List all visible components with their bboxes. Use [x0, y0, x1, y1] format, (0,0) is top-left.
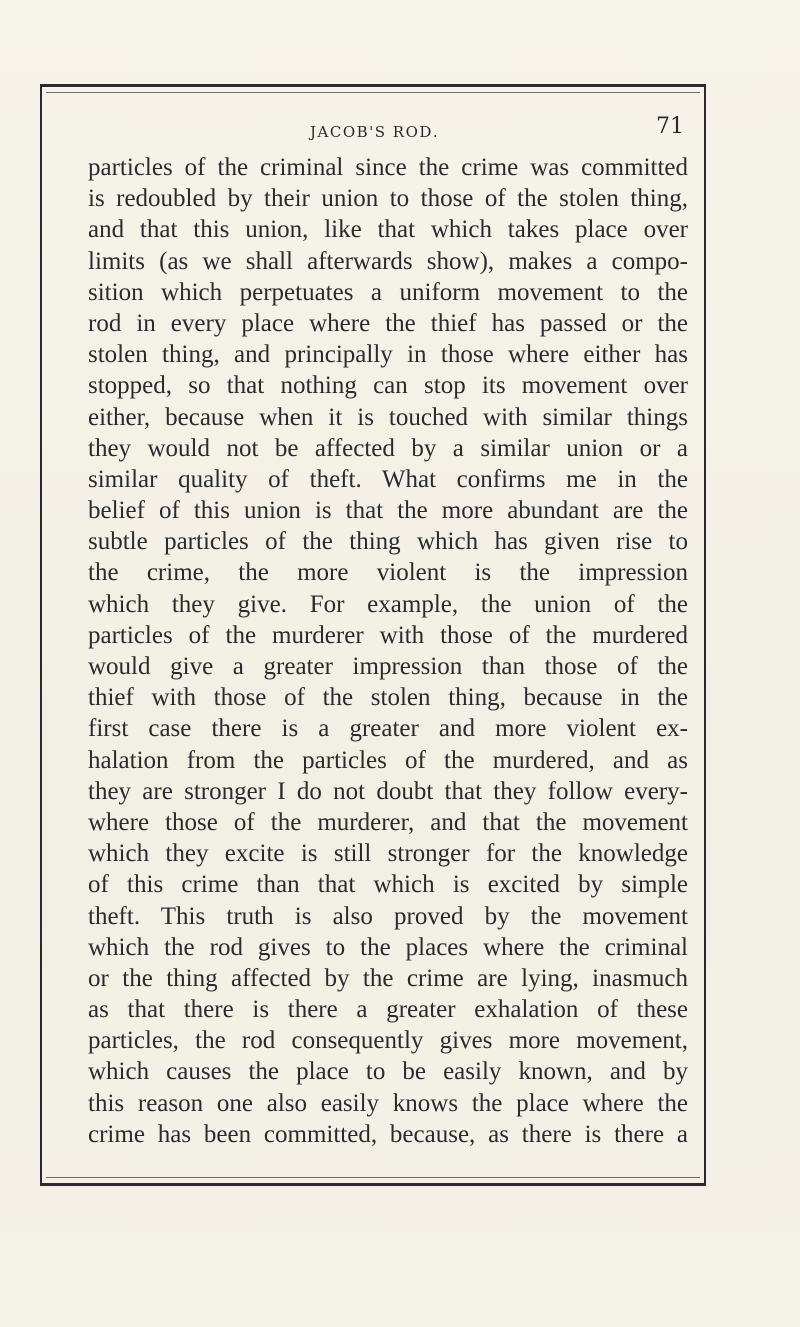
text-line: sition which perpetuates a uniform movement to the	[88, 278, 688, 306]
text-line: which they excite is still stronger for the knowledge	[88, 840, 688, 868]
body-text	[88, 152, 688, 1150]
text-line: particles, the rod consequently gives more movement,	[88, 1027, 688, 1055]
text-line: would give a greater impression than those of the	[88, 653, 688, 680]
text-line: first case there is a greater and more violent ex-	[88, 715, 688, 743]
text-line: where those of the murderer, and that the movement	[88, 808, 688, 836]
text-line: theft. This truth is also proved by the movement	[88, 902, 688, 930]
text-line: the crime, the more violent is the impression	[88, 559, 688, 587]
text-line: stolen thing, and principally in those where either has	[88, 341, 688, 369]
text-line: of this crime than that which is excited by simple	[88, 871, 688, 899]
text-line: rod in every place where the thief has passed or the	[88, 309, 688, 337]
text-line: which causes the place to be easily known, and by	[88, 1058, 688, 1086]
text-line: is redoubled by their union to those of the stolen thing,	[88, 185, 688, 213]
text-line: either, because when it is touched with similar things	[88, 403, 688, 431]
text-line: subtle particles of the thing which has given rise to	[88, 528, 688, 556]
text-line: this reason one also easily knows the place where the	[88, 1089, 688, 1117]
running-title: jacob's rod.	[310, 118, 440, 142]
text-line: which the rod gives to the places where the criminal	[88, 933, 688, 961]
text-line: limits (as we shall afterwards show), makes a compo-	[88, 247, 688, 275]
text-line: as that there is there a greater exhalation of these	[88, 996, 688, 1024]
text-line: and that this union, like that which takes place over	[88, 216, 688, 244]
text-line: belief of this union is that the more abundant are the	[88, 497, 688, 525]
text-line: particles of the murderer with those of the murdered	[88, 621, 688, 649]
text-line: which they give. For example, the union of the	[88, 590, 688, 618]
text-line: thief with those of the stolen thing, because in the	[88, 684, 688, 712]
text-line: similar quality of theft. What confirms me in the	[88, 465, 688, 493]
running-header	[88, 114, 692, 148]
text-line: halation from the particles of the murdered, and as	[88, 746, 688, 774]
text-line: crime has been committed, because, as there is there a	[88, 1120, 688, 1148]
text-line: they would not be affected by a similar union or a	[88, 434, 688, 462]
text-line: they are stronger I do not doubt that they follow every-	[88, 777, 688, 805]
text-line: stopped, so that nothing can stop its movement over	[88, 372, 688, 400]
text-line: particles of the criminal since the crime was committed	[88, 154, 688, 181]
page-number: 71	[656, 114, 684, 139]
text-line: or the thing affected by the crime are lying, inasmuch	[88, 964, 688, 992]
